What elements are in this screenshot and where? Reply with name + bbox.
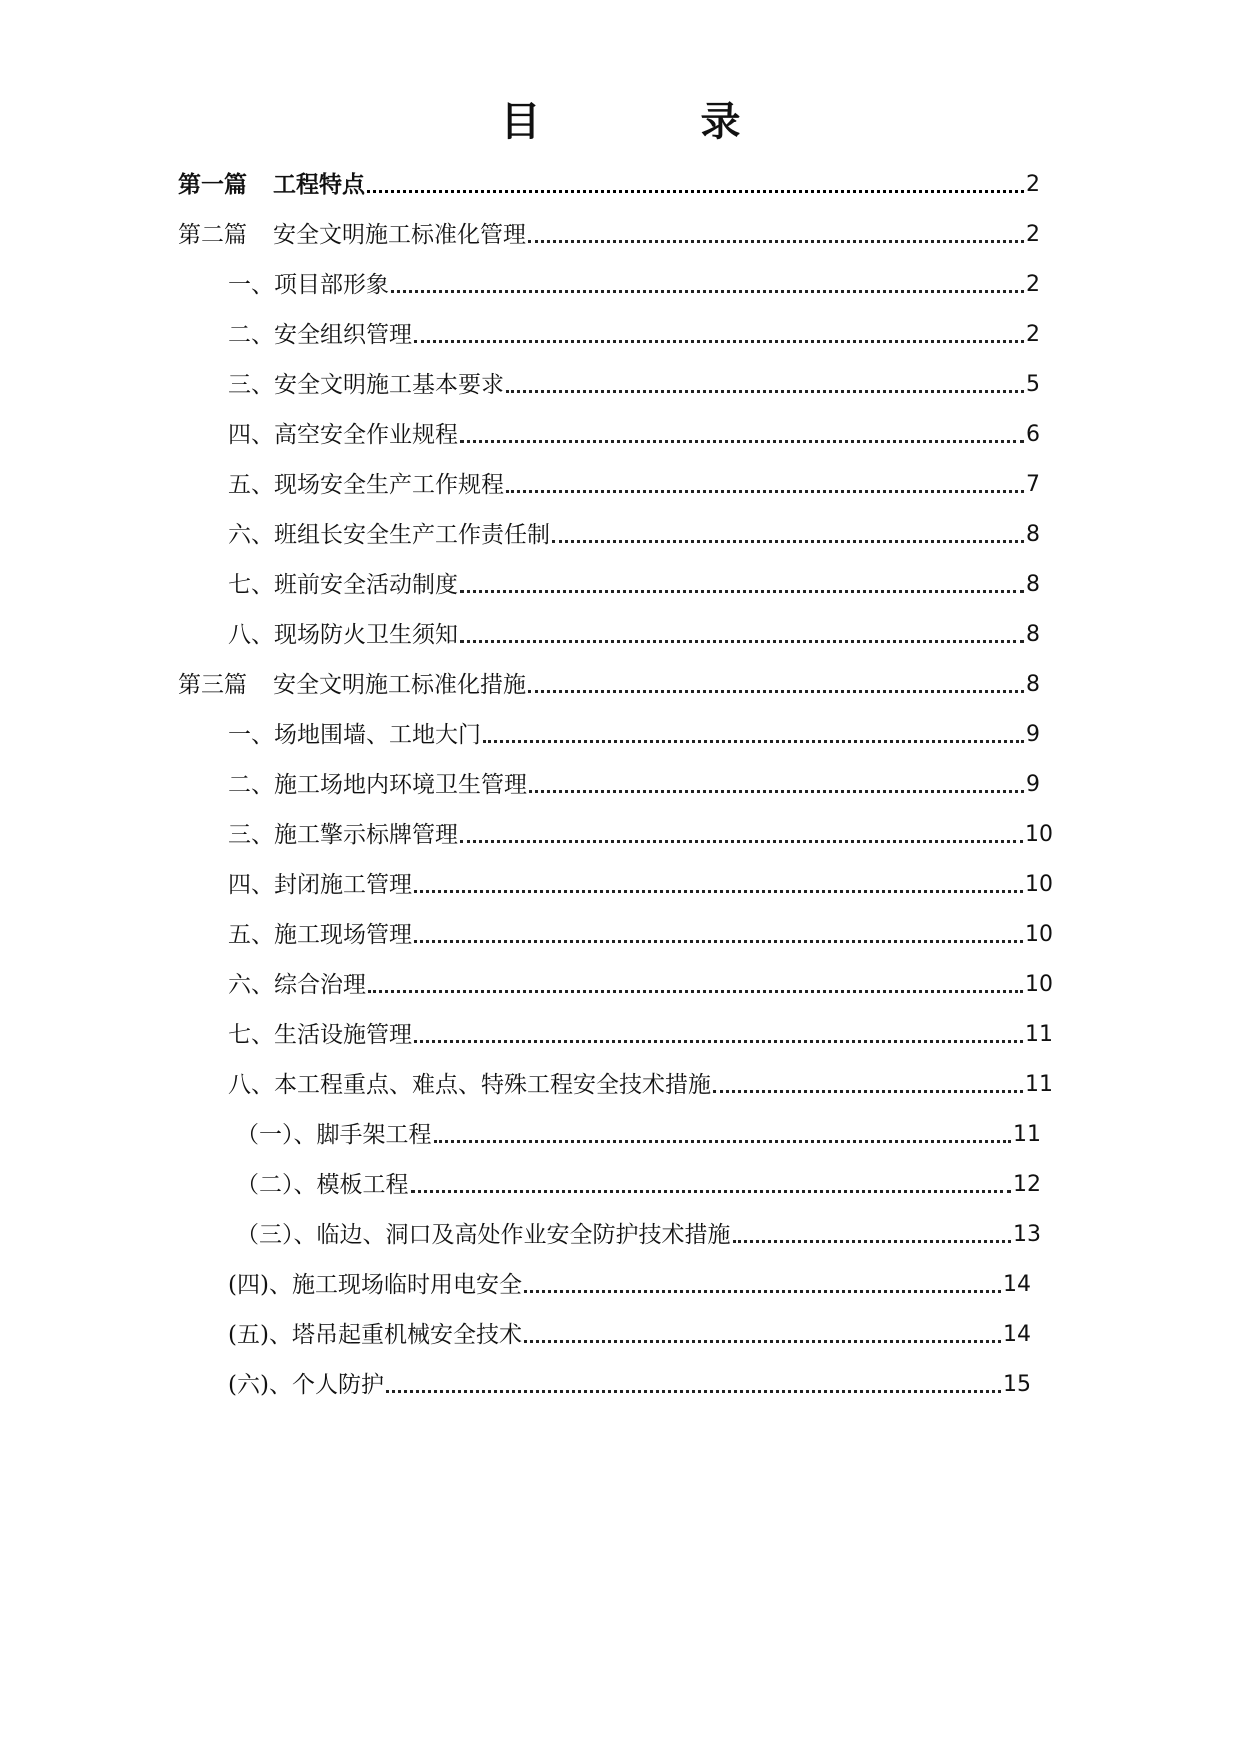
toc-entry[interactable]	[228, 860, 1053, 900]
toc-entry[interactable]	[228, 810, 1053, 850]
toc-entry[interactable]	[236, 1110, 1041, 1150]
toc-entry[interactable]	[236, 1160, 1041, 1200]
leader-dots	[506, 470, 1024, 500]
leader-dots	[411, 1170, 1012, 1200]
toc-entry[interactable]	[228, 310, 1040, 350]
toc-part-number: 第三篇	[178, 672, 247, 698]
toc-entry[interactable]	[178, 160, 1040, 200]
toc-page-number: 10	[1025, 922, 1053, 947]
leader-dots	[529, 770, 1024, 800]
toc-entry[interactable]	[228, 1310, 1031, 1350]
toc-page-number: 10	[1025, 822, 1053, 847]
leader-dots	[528, 220, 1024, 250]
toc-page-number: 8	[1026, 622, 1040, 647]
toc-entry-title: 五、现场安全生产工作规程	[228, 472, 504, 498]
leader-dots	[414, 870, 1023, 900]
toc-page-number: 11	[1025, 1072, 1053, 1097]
leader-dots	[483, 720, 1024, 750]
toc-page-number: 2	[1026, 272, 1040, 297]
leader-dots	[524, 1320, 1001, 1350]
toc-entry[interactable]	[228, 560, 1040, 600]
toc-entry[interactable]	[228, 460, 1040, 500]
leader-dots	[414, 1020, 1023, 1050]
toc-entry-title: 七、班前安全活动制度	[228, 572, 458, 598]
title-char-right: 录	[700, 99, 741, 145]
toc-page-number: 11	[1025, 1022, 1053, 1047]
toc-entry-title: 一、场地围墙、工地大门	[228, 722, 481, 748]
toc-page-number: 9	[1026, 772, 1040, 797]
toc-page-number: 8	[1026, 572, 1040, 597]
toc-entry[interactable]	[178, 660, 1040, 700]
leader-dots	[414, 920, 1023, 950]
toc-page-number: 8	[1026, 522, 1040, 547]
toc-entry-title: (四)、施工现场临时用电安全	[228, 1272, 522, 1298]
toc-entry-title: 安全文明施工标准化措施	[273, 672, 526, 698]
leader-dots	[713, 1070, 1023, 1100]
toc-entry[interactable]	[228, 1360, 1031, 1400]
title-char-left: 目	[500, 99, 541, 145]
toc-entry[interactable]	[228, 610, 1040, 650]
leader-dots	[386, 1370, 1001, 1400]
toc-entry-title: 六、班组长安全生产工作责任制	[228, 522, 550, 548]
toc-part-number: 第二篇	[178, 222, 247, 248]
toc-page-number: 14	[1003, 1272, 1031, 1297]
toc-entry[interactable]	[228, 410, 1040, 450]
toc-page-number: 2	[1026, 322, 1040, 347]
leader-dots	[528, 670, 1024, 700]
toc-entry-title: 六、综合治理	[228, 972, 366, 998]
leader-dots	[391, 270, 1024, 300]
toc-entry-title: 一、项目部形象	[228, 272, 389, 298]
toc-entry[interactable]	[228, 910, 1053, 950]
leader-dots	[460, 620, 1024, 650]
toc-page-number: 15	[1003, 1372, 1031, 1397]
toc-page-number: 10	[1025, 872, 1053, 897]
toc-entry-title: (六)、个人防护	[228, 1372, 384, 1398]
toc-entry-title: 八、本工程重点、难点、特殊工程安全技术措施	[228, 1072, 711, 1098]
toc-entry[interactable]	[228, 260, 1040, 300]
leader-dots	[414, 320, 1024, 350]
toc-page-number: 12	[1013, 1172, 1041, 1197]
leader-dots	[368, 970, 1023, 1000]
toc-entry[interactable]	[228, 360, 1040, 400]
toc-part-number: 第一篇	[178, 172, 247, 198]
toc-entry-title: （二）、模板工程	[236, 1172, 409, 1198]
leader-dots	[460, 420, 1024, 450]
leader-dots	[367, 170, 1024, 200]
toc-entry[interactable]	[236, 1210, 1041, 1250]
toc-entry-title: 三、施工擎示标牌管理	[228, 822, 458, 848]
toc-page-number: 11	[1013, 1122, 1041, 1147]
leader-dots	[460, 570, 1024, 600]
toc-entry[interactable]	[228, 510, 1040, 550]
toc-entry[interactable]	[228, 760, 1040, 800]
toc-entry-title: （一）、脚手架工程	[236, 1122, 432, 1148]
toc-entry-title: 二、施工场地内环境卫生管理	[228, 772, 527, 798]
toc-page-number: 14	[1003, 1322, 1031, 1347]
toc-page-number: 5	[1026, 372, 1040, 397]
leader-dots	[552, 520, 1024, 550]
toc-entry-title: 五、施工现场管理	[228, 922, 412, 948]
toc-page-number: 2	[1026, 222, 1040, 247]
toc-entry-title: (五)、塔吊起重机械安全技术	[228, 1322, 522, 1348]
leader-dots	[506, 370, 1024, 400]
toc-entry[interactable]	[228, 1060, 1053, 1100]
toc-page-number: 10	[1025, 972, 1053, 997]
page-title	[0, 96, 1241, 148]
toc-entry[interactable]	[228, 710, 1040, 750]
toc-entry-title: 四、封闭施工管理	[228, 872, 412, 898]
toc-entry-title: 八、现场防火卫生须知	[228, 622, 458, 648]
toc-page-number: 2	[1026, 172, 1040, 197]
toc-entry-title: 四、高空安全作业规程	[228, 422, 458, 448]
leader-dots	[733, 1220, 1012, 1250]
toc-entry[interactable]	[178, 210, 1040, 250]
toc-page-number: 13	[1013, 1222, 1041, 1247]
toc-entry-title: 安全文明施工标准化管理	[273, 222, 526, 248]
toc-entry[interactable]	[228, 1010, 1053, 1050]
toc-page-number: 9	[1026, 722, 1040, 747]
leader-dots	[434, 1120, 1012, 1150]
toc-page-number: 7	[1026, 472, 1040, 497]
toc-page-number: 6	[1026, 422, 1040, 447]
toc-entry-title: 二、安全组织管理	[228, 322, 412, 348]
leader-dots	[524, 1270, 1001, 1300]
toc-entry-title: 三、安全文明施工基本要求	[228, 372, 504, 398]
toc-entry[interactable]	[228, 1260, 1031, 1300]
toc-entry-title: 工程特点	[273, 172, 365, 198]
toc-entry-title: （三）、临边、洞口及高处作业安全防护技术措施	[236, 1222, 731, 1248]
toc-page-number: 8	[1026, 672, 1040, 697]
leader-dots	[460, 820, 1023, 850]
toc-entry[interactable]	[228, 960, 1053, 1000]
toc-entry-title: 七、生活设施管理	[228, 1022, 412, 1048]
